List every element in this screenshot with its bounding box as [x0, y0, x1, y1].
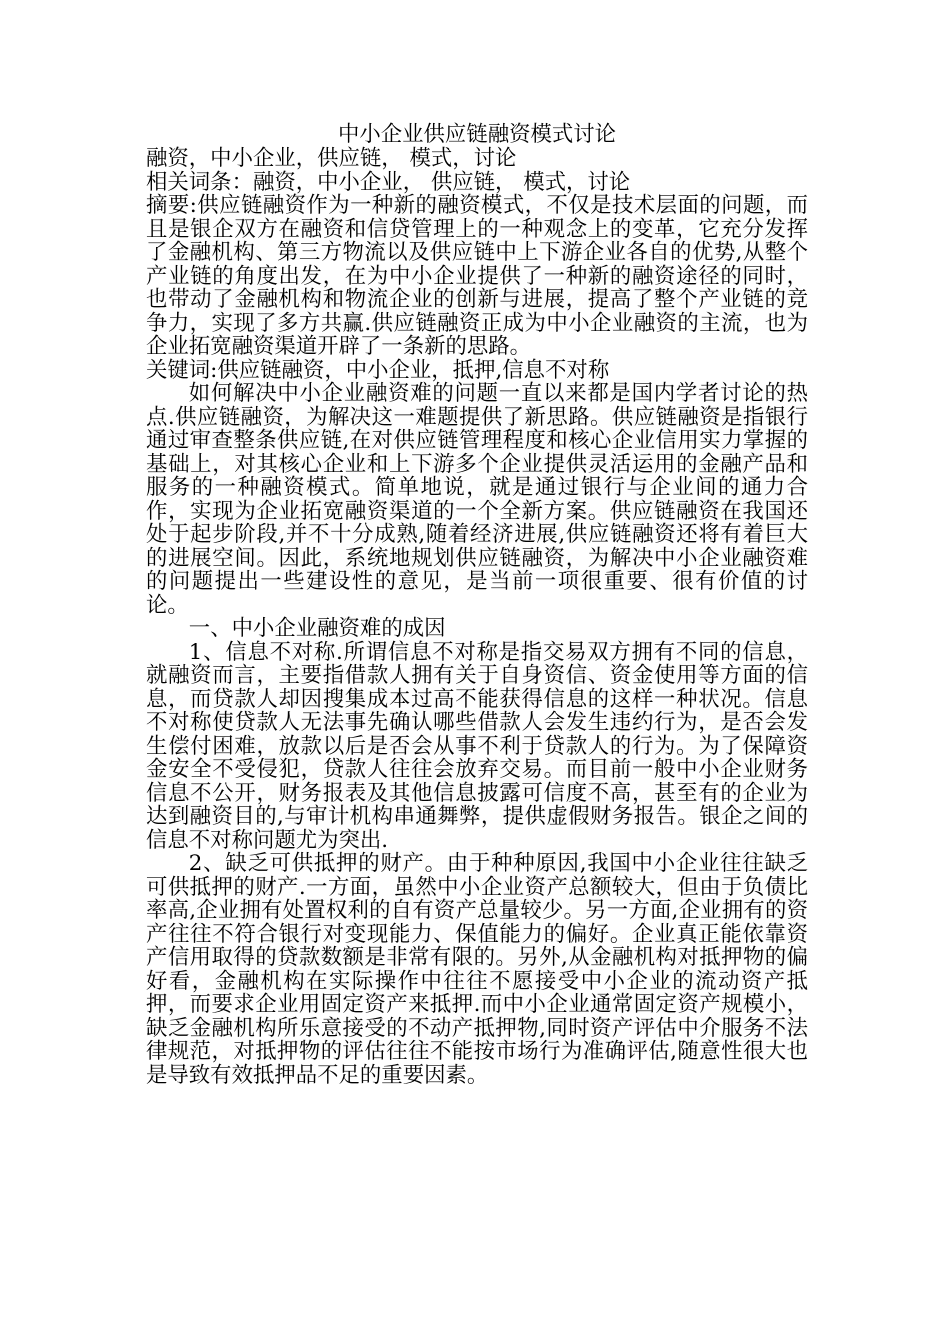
abstract-paragraph: 摘要:供应链融资作为一种新的融资模式，不仅是技术层面的问题，而且是银企双方在融资和信贷管理上的一种观念上的变革，它充分发挥了金融机构、第三方物流以及供应链中上下游企业各自的优势,从整个产业链的角度出发，在为中小企业提供了一种新的融资途径的同时，也带动了金融机构和物流企业的创新与进展，提高了整个产业链的竞争力，实现了多方共赢.供应链融资正成为中小企业融资的主流，也为企业拓宽融资渠道开辟了一条新的思路。: [146, 193, 808, 359]
document-title: 中小企业供应链融资模式讨论: [337, 122, 617, 147]
tags-line: 融资，中小企业，供应链， 模式，讨论: [146, 146, 517, 171]
section-heading: 一、中小企业融资难的成因: [188, 616, 446, 641]
point-2-paragraph: 2、缺乏可供抵押的财产。由于种种原因,我国中小企业往往缺乏可供抵押的财产.一方面，虽然中小企业资产总额较大，但由于负债比率高,企业拥有处置权利的自有资产总量较少。另一方面,企业拥有的资产往往不符合银行对变现能力、保值能力的偏好。企业真正能依靠资产信用取得的贷款数额是非常有限的。另外,从金融机构对抵押物的偏好看，金融机构在实际操作中往往不愿接受中小企业的流动资产抵押，而要求企业用固定资产来抵押.而中小企业通常固定资产规模小，缺乏金融机构所乐意接受的不动产抵押物,同时资产评估中介服务不法律规范，对抵押物的评估往往不能按市场行为准确评估,随意性很大也是导致有效抵押品不足的重要因素。: [146, 851, 808, 1088]
document-page: [146, 122, 808, 1087]
intro-paragraph: 如何解决中小企业融资难的问题一直以来都是国内学者讨论的热点.供应链融资，为解决这一难题提供了新思路。供应链融资是指银行通过审查整条供应链,在对供应链管理程度和核心企业信用实力掌握的基础上，对其核心企业和上下游多个企业提供灵活运用的金融产品和服务的一种融资模式。简单地说，就是通过银行与企业间的通力合作，实现为企业拓宽融资渠道的一个全新方案。供应链融资在我国还处于起步阶段,并不十分成熟,随着经济进展,供应链融资还将有着巨大的进展空间。因此，系统地规划供应链融资，为解决中小企业融资难的问题提出一些建设性的意见，是当前一项很重要、很有价值的讨论。: [146, 381, 808, 618]
related-terms: 相关词条：融资，中小企业， 供应链， 模式，讨论: [146, 169, 631, 195]
keywords-line: 关键词:供应链融资，中小企业，抵押,信息不对称: [146, 357, 610, 383]
point-1-paragraph: 1、信息不对称.所谓信息不对称是指交易双方拥有不同的信息，就融资而言，主要指借款人拥有关于自身资信、资金使用等方面的信息，而贷款人却因搜集成本过高不能获得信息的这样一种状况。信息不对称使贷款人无法事先确认哪些借款人会发生违约行为，是否会发生偿付困难，放款以后是否会从事不利于贷款人的行为。为了保障资金安全不受侵犯，贷款人往往会放弃交易。而目前一般中小企业财务信息不公开，财务报表及其他信息披露可信度不高，甚至有的企业为达到融资目的,与审计机构串通舞弊，提供虚假财务报告。银企之间的信息不对称问题尤为突出.: [146, 639, 808, 853]
